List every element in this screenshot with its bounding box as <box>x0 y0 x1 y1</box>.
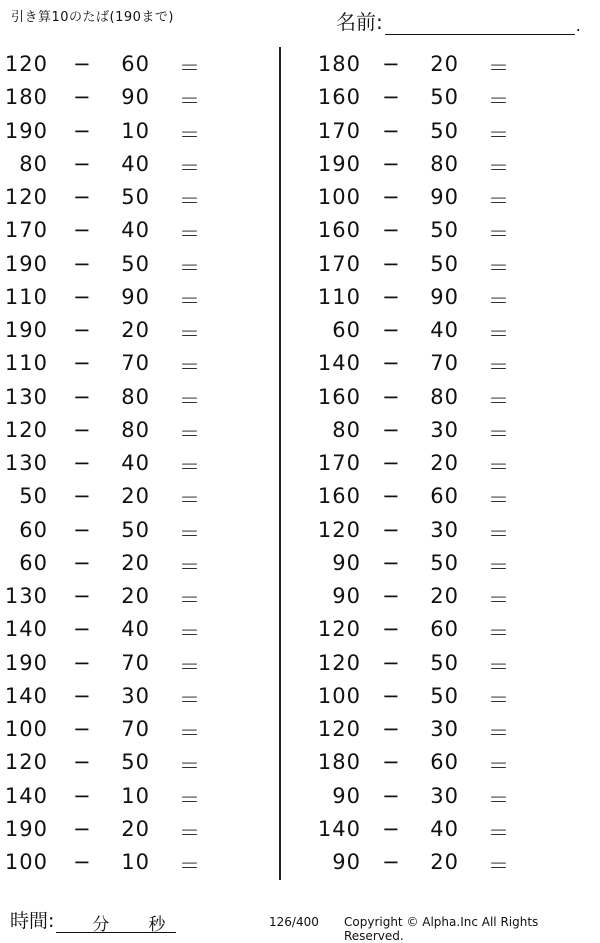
subtrahend: 30 <box>430 517 459 542</box>
minuend: 120 <box>317 650 361 675</box>
minus-sign: − <box>382 318 401 342</box>
equals-sign: ＝ <box>179 687 201 712</box>
subtrahend: 60 <box>121 52 150 76</box>
minus-sign: − <box>73 318 92 342</box>
equals-sign: ＝ <box>488 155 510 180</box>
equals-sign: ＝ <box>488 687 510 712</box>
equals-sign: ＝ <box>488 388 510 413</box>
minus-sign: − <box>382 650 401 675</box>
minuend: 60 <box>19 550 48 575</box>
equals-sign: ＝ <box>488 621 510 646</box>
minus-sign: − <box>73 151 92 176</box>
minus-sign: − <box>382 517 401 542</box>
minuend: 100 <box>317 185 361 209</box>
equals-sign: ＝ <box>488 255 510 280</box>
equals-sign: ＝ <box>488 322 510 346</box>
equals-sign: ＝ <box>179 388 201 413</box>
minuend: 140 <box>317 351 361 376</box>
subtrahend: 60 <box>430 750 459 775</box>
subtrahend: 70 <box>121 717 150 741</box>
equals-sign: ＝ <box>179 89 201 114</box>
equals-sign: ＝ <box>488 421 510 446</box>
minuend: 120 <box>4 417 48 442</box>
subtrahend: 50 <box>430 683 459 708</box>
minuend: 80 <box>19 151 48 176</box>
subtrahend: 70 <box>121 351 150 376</box>
equals-sign: ＝ <box>488 754 510 779</box>
minus-sign: − <box>73 417 92 442</box>
equals-sign: ＝ <box>488 488 510 513</box>
equals-sign: ＝ <box>179 355 201 380</box>
name-field <box>336 6 581 35</box>
minus-sign: − <box>73 218 92 243</box>
equals-sign: ＝ <box>488 787 510 812</box>
subtrahend: 50 <box>430 218 459 243</box>
minuend: 190 <box>4 816 48 841</box>
name-line-end-dot: . <box>575 16 581 35</box>
subtrahend: 20 <box>121 318 150 342</box>
subtrahend: 40 <box>430 318 459 342</box>
minus-sign: − <box>382 617 401 642</box>
minuend: 100 <box>317 683 361 708</box>
equals-sign: ＝ <box>179 222 201 247</box>
minuend: 120 <box>317 617 361 642</box>
equals-sign: ＝ <box>179 288 201 313</box>
equals-sign: ＝ <box>179 155 201 180</box>
minuend: 160 <box>317 384 361 409</box>
subtrahend: 50 <box>121 251 150 276</box>
minuend: 130 <box>4 584 48 608</box>
equals-sign: ＝ <box>179 820 201 845</box>
subtrahend: 20 <box>430 850 459 874</box>
minuend: 100 <box>4 717 48 741</box>
minuend: 90 <box>332 783 361 808</box>
minuend: 120 <box>4 750 48 775</box>
subtrahend: 40 <box>121 451 150 475</box>
equals-sign: ＝ <box>488 89 510 114</box>
minus-sign: − <box>382 185 401 209</box>
subtrahend: 80 <box>121 417 150 442</box>
subtrahend: 10 <box>121 783 150 808</box>
equals-sign: ＝ <box>488 820 510 845</box>
minuend: 160 <box>317 484 361 509</box>
minus-sign: − <box>382 550 401 575</box>
subtrahend: 80 <box>430 151 459 176</box>
minuend: 120 <box>4 185 48 209</box>
minus-sign: − <box>73 517 92 542</box>
minuend: 180 <box>4 85 48 110</box>
minus-sign: − <box>73 850 92 874</box>
minus-sign: − <box>382 52 401 76</box>
minus-sign: − <box>382 85 401 110</box>
subtrahend: 40 <box>430 816 459 841</box>
equals-sign: ＝ <box>179 421 201 446</box>
minuend: 190 <box>4 251 48 276</box>
worksheet-title: 引き算10のたば(190まで) <box>11 10 174 25</box>
equals-sign: ＝ <box>488 854 510 878</box>
subtrahend: 40 <box>121 151 150 176</box>
minus-sign: − <box>382 218 401 243</box>
minus-sign: − <box>382 384 401 409</box>
equals-sign: ＝ <box>488 721 510 745</box>
equals-sign: ＝ <box>179 787 201 812</box>
minuend: 190 <box>317 151 361 176</box>
equals-sign: ＝ <box>179 56 201 80</box>
minuend: 140 <box>4 683 48 708</box>
subtrahend: 50 <box>430 85 459 110</box>
equals-sign: ＝ <box>179 754 201 779</box>
minus-sign: − <box>382 816 401 841</box>
subtrahend: 90 <box>121 284 150 309</box>
equals-sign: ＝ <box>179 521 201 546</box>
subtrahend: 20 <box>121 550 150 575</box>
minuend: 90 <box>332 850 361 874</box>
subtrahend: 20 <box>121 584 150 608</box>
minuend: 120 <box>4 52 48 76</box>
minus-sign: − <box>73 650 92 675</box>
subtrahend: 30 <box>121 683 150 708</box>
minus-sign: − <box>73 783 92 808</box>
equals-sign: ＝ <box>488 355 510 380</box>
minuend: 170 <box>317 251 361 276</box>
equals-sign: ＝ <box>179 854 201 878</box>
minuend: 140 <box>4 783 48 808</box>
minus-sign: − <box>382 750 401 775</box>
subtrahend: 50 <box>121 750 150 775</box>
minus-sign: − <box>73 484 92 509</box>
minus-sign: − <box>73 351 92 376</box>
minus-sign: − <box>382 783 401 808</box>
minuend: 130 <box>4 384 48 409</box>
minuend: 190 <box>4 650 48 675</box>
equals-sign: ＝ <box>179 588 201 612</box>
subtrahend: 40 <box>121 218 150 243</box>
minus-sign: − <box>382 717 401 741</box>
subtrahend: 20 <box>121 484 150 509</box>
time-field <box>10 906 176 933</box>
subtrahend: 90 <box>430 185 459 209</box>
minus-sign: − <box>73 451 92 475</box>
seconds-label: 秒 <box>148 915 166 935</box>
equals-sign: ＝ <box>488 288 510 313</box>
minus-sign: − <box>73 584 92 608</box>
minuend: 140 <box>4 617 48 642</box>
subtrahend: 30 <box>430 417 459 442</box>
equals-sign: ＝ <box>488 222 510 247</box>
subtrahend: 70 <box>430 351 459 376</box>
equals-sign: ＝ <box>488 654 510 679</box>
equals-sign: ＝ <box>488 122 510 147</box>
minuend: 170 <box>4 218 48 243</box>
minuend: 90 <box>332 550 361 575</box>
minus-sign: − <box>382 151 401 176</box>
minus-sign: − <box>73 251 92 276</box>
equals-sign: ＝ <box>179 621 201 646</box>
name-label: 名前: <box>336 10 383 34</box>
name-input-line[interactable] <box>385 14 575 35</box>
equals-sign: ＝ <box>488 588 510 612</box>
minuend: 180 <box>317 52 361 76</box>
subtrahend: 60 <box>430 617 459 642</box>
equals-sign: ＝ <box>179 721 201 745</box>
minuend: 140 <box>317 816 361 841</box>
time-label: 時間: <box>10 910 55 932</box>
minuend: 110 <box>317 284 361 309</box>
equals-sign: ＝ <box>179 488 201 513</box>
minus-sign: − <box>73 617 92 642</box>
minuend: 80 <box>332 417 361 442</box>
subtrahend: 10 <box>121 118 150 143</box>
minus-sign: − <box>382 251 401 276</box>
minus-sign: − <box>382 284 401 309</box>
minuend: 50 <box>19 484 48 509</box>
minus-sign: − <box>382 351 401 376</box>
minuend: 110 <box>4 351 48 376</box>
subtrahend: 90 <box>430 284 459 309</box>
subtrahend: 80 <box>430 384 459 409</box>
equals-sign: ＝ <box>179 189 201 213</box>
equals-sign: ＝ <box>488 455 510 479</box>
subtrahend: 40 <box>121 617 150 642</box>
subtrahend: 50 <box>430 251 459 276</box>
minuend: 170 <box>317 118 361 143</box>
equals-sign: ＝ <box>179 255 201 280</box>
subtrahend: 30 <box>430 783 459 808</box>
minus-sign: − <box>73 118 92 143</box>
minus-sign: − <box>382 484 401 509</box>
subtrahend: 80 <box>121 384 150 409</box>
subtrahend: 20 <box>430 451 459 475</box>
minuend: 90 <box>332 584 361 608</box>
subtrahend: 50 <box>430 118 459 143</box>
subtrahend: 90 <box>121 85 150 110</box>
equals-sign: ＝ <box>488 521 510 546</box>
subtrahend: 50 <box>121 517 150 542</box>
subtrahend: 50 <box>430 650 459 675</box>
minus-sign: − <box>382 451 401 475</box>
equals-sign: ＝ <box>179 654 201 679</box>
minus-sign: − <box>382 584 401 608</box>
column-divider <box>279 47 281 880</box>
minus-sign: − <box>73 284 92 309</box>
minus-sign: − <box>382 118 401 143</box>
minuend: 180 <box>317 750 361 775</box>
subtrahend: 20 <box>430 52 459 76</box>
minus-sign: − <box>73 85 92 110</box>
equals-sign: ＝ <box>179 122 201 147</box>
minus-sign: − <box>382 683 401 708</box>
time-input-line[interactable] <box>56 910 176 933</box>
minutes-label: 分 <box>92 915 110 935</box>
subtrahend: 50 <box>121 185 150 209</box>
minuend: 160 <box>317 218 361 243</box>
copyright-notice: Copyright © Alpha.Inc All Rights Reserved. <box>344 915 539 943</box>
minuend: 120 <box>317 717 361 741</box>
subtrahend: 20 <box>121 816 150 841</box>
equals-sign: ＝ <box>488 56 510 80</box>
minuend: 190 <box>4 318 48 342</box>
subtrahend: 30 <box>430 717 459 741</box>
subtrahend: 70 <box>121 650 150 675</box>
equals-sign: ＝ <box>488 554 510 579</box>
subtrahend: 60 <box>430 484 459 509</box>
equals-sign: ＝ <box>179 455 201 479</box>
equals-sign: ＝ <box>179 322 201 346</box>
minus-sign: − <box>382 850 401 874</box>
minuend: 170 <box>317 451 361 475</box>
equals-sign: ＝ <box>488 189 510 213</box>
minuend: 110 <box>4 284 48 309</box>
minus-sign: − <box>73 550 92 575</box>
minus-sign: − <box>73 717 92 741</box>
minuend: 100 <box>4 850 48 874</box>
subtrahend: 10 <box>121 850 150 874</box>
subtrahend: 50 <box>430 550 459 575</box>
page-number: 126/400 <box>269 915 319 929</box>
subtrahend: 20 <box>430 584 459 608</box>
minuend: 60 <box>19 517 48 542</box>
minus-sign: − <box>382 417 401 442</box>
minus-sign: − <box>73 185 92 209</box>
minuend: 160 <box>317 85 361 110</box>
minus-sign: − <box>73 750 92 775</box>
minus-sign: − <box>73 683 92 708</box>
minuend: 190 <box>4 118 48 143</box>
minus-sign: − <box>73 52 92 76</box>
minus-sign: − <box>73 384 92 409</box>
equals-sign: ＝ <box>179 554 201 579</box>
minuend: 120 <box>317 517 361 542</box>
minus-sign: − <box>73 816 92 841</box>
minuend: 60 <box>332 318 361 342</box>
minuend: 130 <box>4 451 48 475</box>
